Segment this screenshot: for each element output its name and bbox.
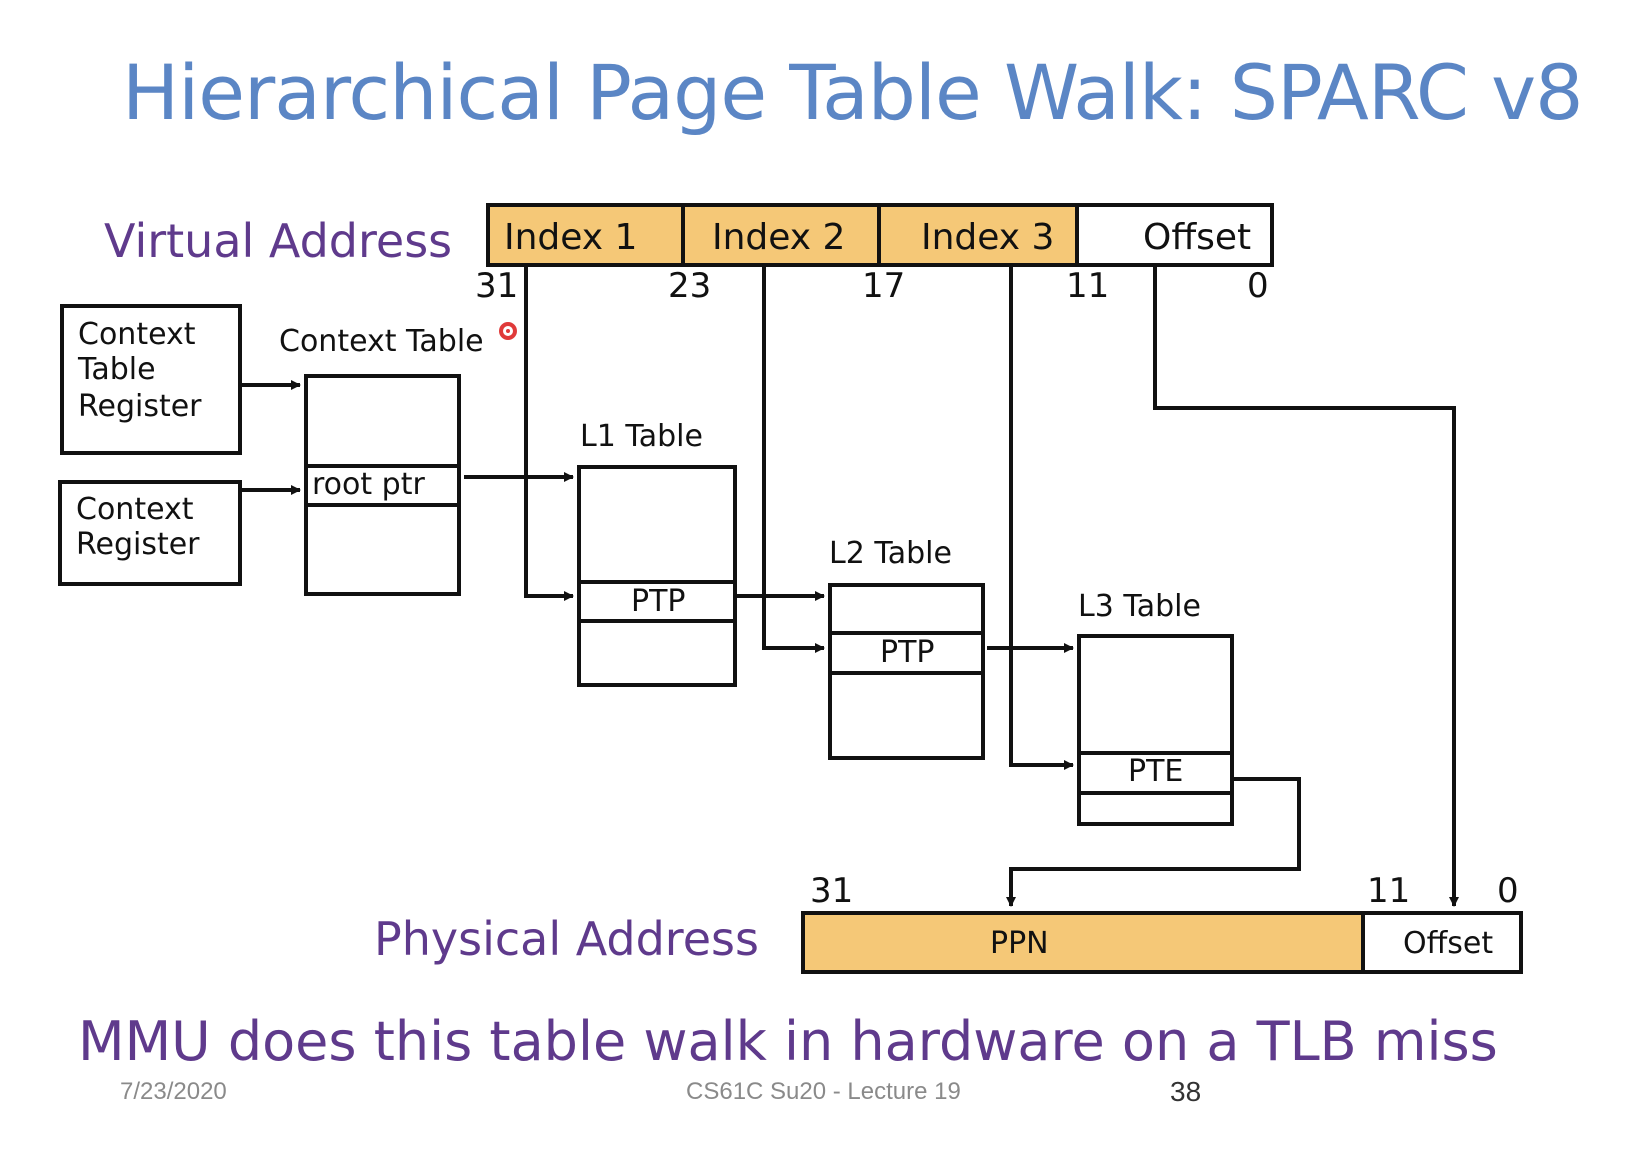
l1-table-title: L1 Table — [580, 419, 703, 454]
va-bit-23: 23 — [668, 266, 712, 306]
cr-line-2: Register — [76, 527, 200, 562]
pa-field-ppn-box — [803, 913, 1363, 972]
context-table-entry: root ptr — [312, 467, 425, 502]
l1-table-entry: PTP — [631, 584, 686, 619]
ctr-line-1: Context — [78, 317, 196, 352]
arrow-pte-to-ppn — [1011, 779, 1299, 906]
context-table-register — [62, 306, 240, 453]
pa-field-ppn: PPN — [990, 926, 1049, 961]
physical-address-bar — [803, 871, 1521, 972]
l1-table-box — [579, 467, 735, 685]
va-bit-31: 31 — [475, 266, 519, 306]
arrow-offset-to-pa-offset — [1155, 267, 1454, 906]
va-bit-17: 17 — [862, 266, 906, 306]
l2-table-entry: PTP — [880, 635, 935, 670]
pa-bit-0: 0 — [1497, 871, 1519, 911]
va-field-index3: Index 3 — [921, 217, 1055, 258]
cr-line-1: Context — [76, 492, 194, 527]
l1-table — [579, 419, 735, 685]
va-bit-0: 0 — [1247, 266, 1269, 306]
virtual-address-label: Virtual Address — [104, 214, 453, 268]
context-table-title: Context Table — [279, 324, 484, 359]
arrow-index2-to-l2 — [764, 267, 824, 648]
pa-bit-31: 31 — [810, 871, 854, 911]
caption: MMU does this table walk in hardware on a TLB miss — [78, 1010, 1498, 1073]
pa-bit-11: 11 — [1367, 871, 1411, 911]
pa-field-offset: Offset — [1403, 926, 1494, 961]
pointer-dot-center — [506, 329, 510, 333]
l2-table-title: L2 Table — [829, 536, 952, 571]
l3-table-box — [1079, 636, 1232, 824]
context-register — [60, 482, 240, 584]
l2-table — [829, 536, 983, 758]
slide-title: Hierarchical Page Table Walk: SPARC v8 — [122, 48, 1583, 137]
context-table — [279, 324, 515, 594]
va-field-index1: Index 1 — [504, 217, 638, 258]
footer-page: 38 — [1170, 1076, 1202, 1107]
va-bit-11: 11 — [1066, 266, 1110, 306]
va-field-offset: Offset — [1143, 217, 1252, 258]
physical-address-label: Physical Address — [374, 912, 759, 966]
virtual-address-bar — [475, 205, 1272, 306]
ctr-line-3: Register — [78, 389, 202, 424]
l3-table — [1078, 589, 1232, 824]
ctr-line-2: Table — [78, 352, 156, 387]
footer-course: CS61C Su20 - Lecture 19 — [686, 1078, 961, 1105]
arrow-index1-to-l1 — [526, 267, 573, 596]
l3-table-title: L3 Table — [1078, 589, 1201, 624]
footer-date: 7/23/2020 — [120, 1078, 227, 1105]
l3-table-entry: PTE — [1128, 754, 1184, 789]
va-field-index2: Index 2 — [712, 217, 846, 258]
arrow-index3-to-l3 — [1011, 267, 1073, 765]
